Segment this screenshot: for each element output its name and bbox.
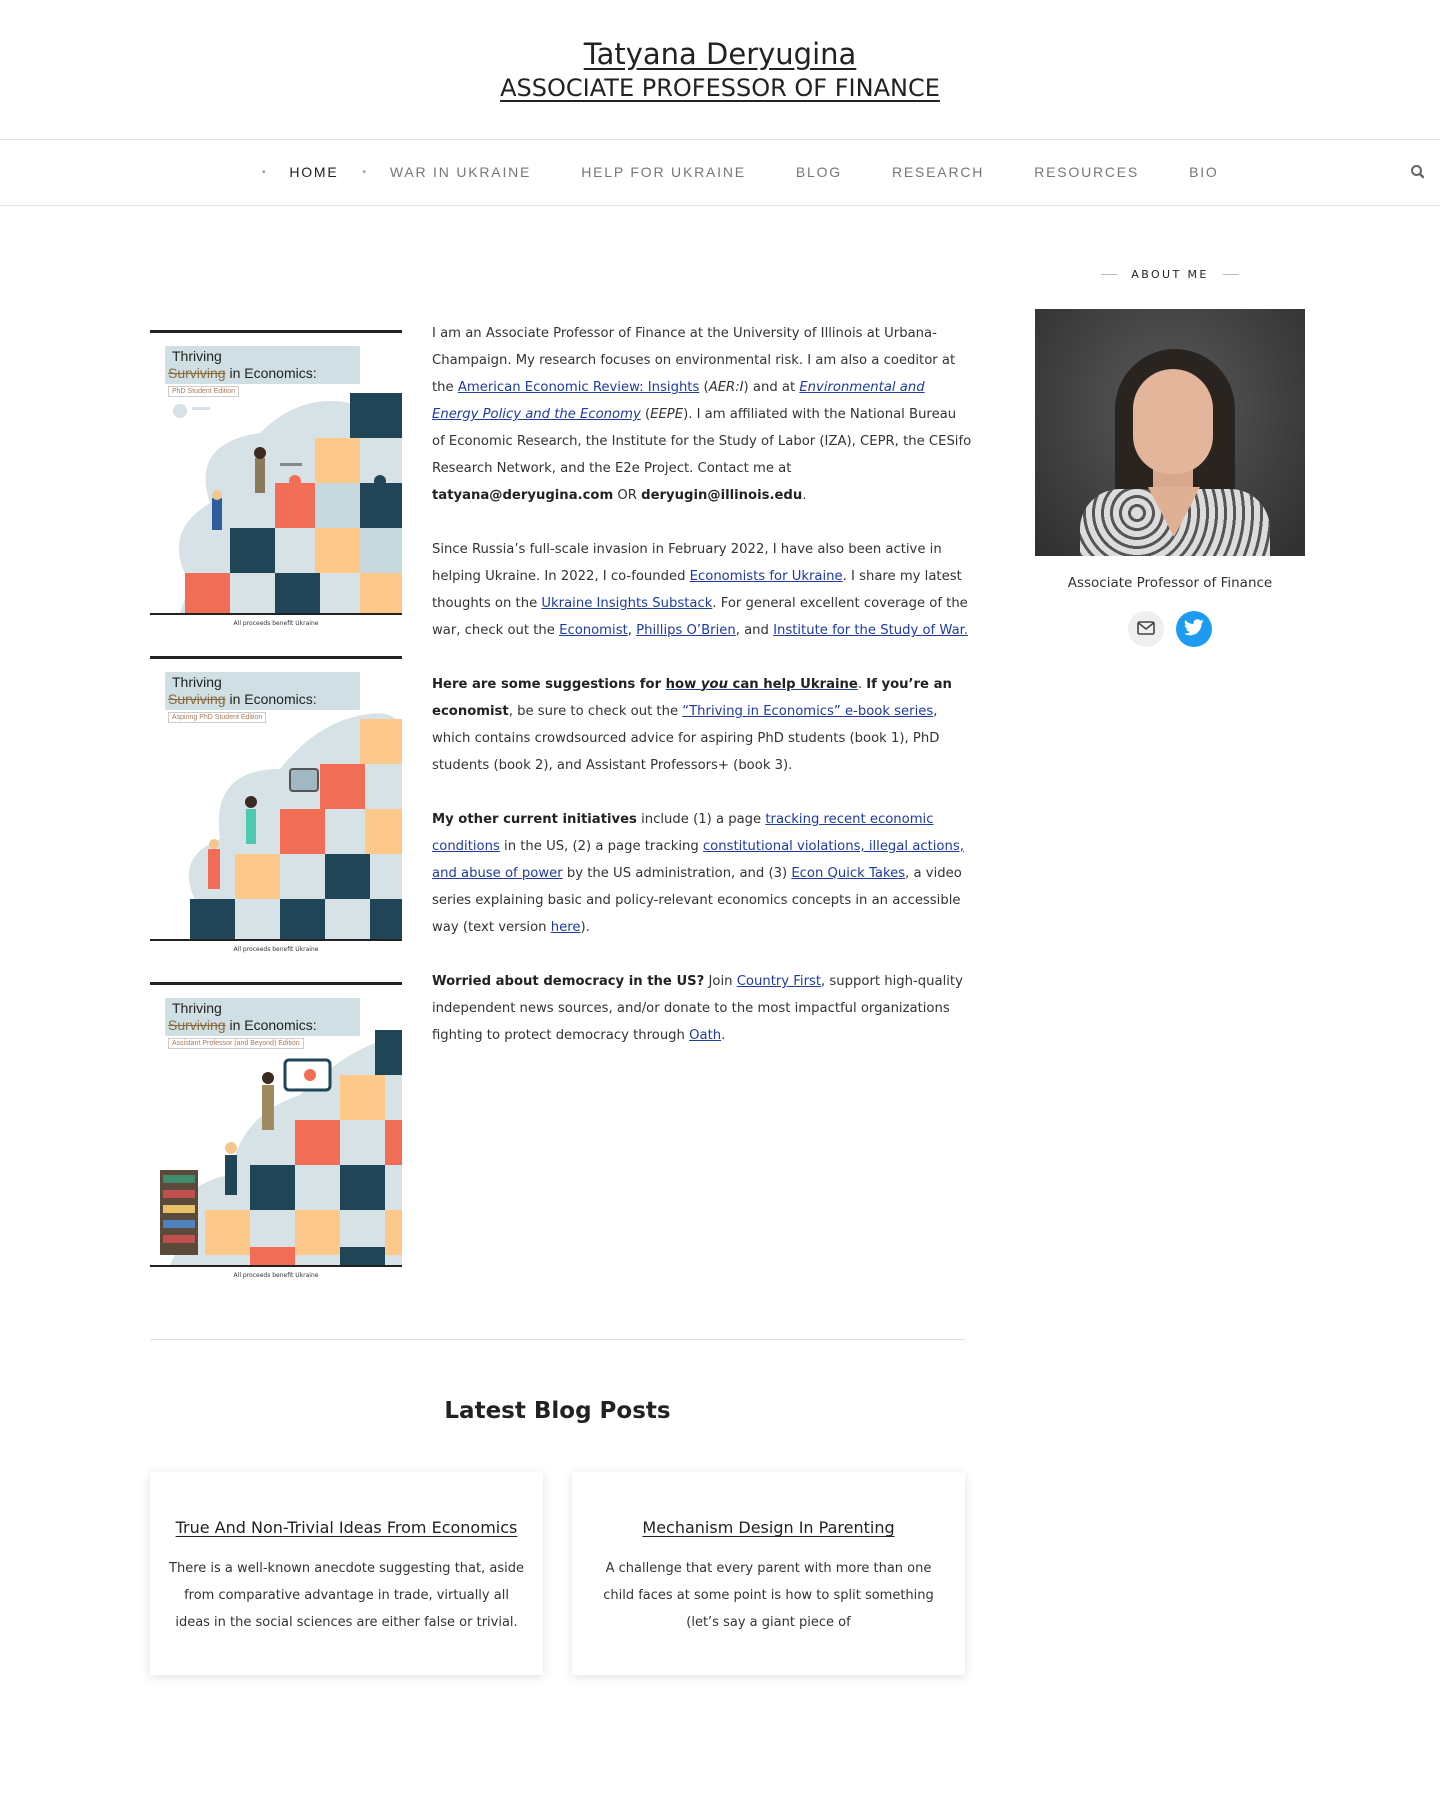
paragraph-democracy — [432, 968, 972, 1049]
link-constitutional-violations[interactable]: constitutional violations, illegal actions, and abuse of power — [432, 839, 964, 881]
cover-caption: All proceeds benefit Ukraine — [233, 1272, 319, 1279]
profile-caption: Associate Professor of Finance — [1067, 575, 1273, 591]
text: , a video series explaining basic and policy-relevant economics concepts in an accessible way (text version — [432, 866, 962, 935]
link-aer-insights[interactable]: American Economic Review: Insights — [457, 380, 700, 395]
site-tagline-text: ASSOCIATE PROFESSOR OF FINANCE — [500, 74, 940, 102]
email-secondary: deryugin@illinois.edu — [641, 488, 803, 503]
text: My other current initiatives — [432, 812, 637, 827]
text: by the US administration, and (3) — [562, 866, 792, 881]
link-isw[interactable]: Institute for the Study of War. — [773, 623, 969, 638]
link-eepe[interactable]: Environmental and Energy Policy and the Economy — [432, 380, 925, 422]
cover-subtitle: Surviving in Economics: — [168, 1017, 317, 1033]
text: Here are some suggestions for — [432, 677, 666, 692]
link-ukraine-insights-substack[interactable]: Ukraine Insights Substack — [541, 596, 713, 611]
link-economic-conditions[interactable]: tracking recent economic conditions — [432, 812, 934, 854]
cover-subtitle: Surviving in Economics: — [168, 691, 317, 707]
cover-caption: All proceeds benefit Ukraine — [233, 620, 319, 627]
site-tagline[interactable] — [0, 74, 1440, 102]
intro-text — [432, 320, 972, 1076]
nav-label: RESEARCH — [891, 164, 985, 180]
text: . — [857, 677, 867, 692]
nav-label: HOME — [289, 164, 339, 180]
ebook-cover-assistant-professor[interactable] — [150, 982, 402, 1282]
nav-label: BIO — [1189, 164, 1219, 180]
nav-bullet-icon: • — [362, 166, 368, 178]
text: . — [721, 1028, 726, 1043]
nav-label: HELP FOR UKRAINE — [581, 164, 746, 180]
link-how-you-can-help[interactable]: how you can help Ukraine — [665, 677, 858, 692]
link-country-first[interactable]: Country First — [736, 974, 822, 989]
nav-item-resources[interactable] — [1034, 164, 1139, 180]
nav-item-help-for-ukraine[interactable] — [581, 164, 746, 180]
ebook-cover-aspiring-phd[interactable] — [150, 656, 402, 956]
cover-rule — [150, 939, 402, 941]
cover-edition: Aspiring PhD Student Edition — [168, 712, 266, 723]
link-economist[interactable]: Economist — [559, 623, 628, 638]
nav-item-home[interactable] — [262, 164, 339, 180]
site-title-link[interactable]: Tatyana Deryugina — [583, 37, 857, 71]
cover-edition: PhD Student Edition — [168, 386, 239, 397]
paragraph-help-ukraine — [432, 671, 972, 779]
widget-title-text: ABOUT ME — [1131, 268, 1209, 281]
sidebar — [1034, 268, 1306, 647]
text: Worried about democracy in the US? — [432, 974, 705, 989]
blog-post-card[interactable] — [150, 1472, 543, 1675]
paragraph-ukraine — [432, 536, 972, 644]
text: I am an Associate Professor of Finance at the University of Illinois at Urbana-Champaign. My research focuses on environmental risk. I am also a coeditor at the — [432, 326, 956, 395]
cover-caption: All proceeds benefit Ukraine — [233, 946, 319, 953]
paragraph-bio — [432, 320, 972, 509]
text: ) and at — [743, 380, 800, 395]
link-text-version[interactable]: here — [550, 920, 581, 935]
cover-edition: Assistant Professor (and Beyond) Edition — [168, 1038, 304, 1049]
text: , and — [735, 623, 774, 638]
cover-title: Thriving — [172, 1000, 222, 1016]
nav-item-blog[interactable] — [796, 164, 842, 180]
search-icon[interactable] — [1408, 162, 1428, 182]
blog-post-excerpt: A challenge that every parent with more than one child faces at some point is how to split something (let’s say a giant piece of — [603, 1561, 934, 1630]
heading-rule — [1101, 274, 1117, 275]
nav-label: WAR IN UKRAINE — [389, 164, 532, 180]
text: ( — [640, 407, 651, 422]
blog-post-excerpt: There is a well-known anecdote suggesting that, aside from comparative advantage in trade, virtually all ideas in the social sciences are either false or trivial. — [169, 1561, 524, 1630]
site-header — [0, 0, 1440, 140]
text: Since Russia’s full-scale invasion in February 2022, I have also been active in helping Ukraine. In 2022, I co-founded — [432, 542, 942, 584]
mail-icon — [1137, 620, 1155, 639]
nav-bullet-icon: • — [262, 166, 268, 178]
link-economists-for-ukraine[interactable]: Economists for Ukraine — [689, 569, 843, 584]
email-button[interactable] — [1128, 611, 1164, 647]
text: AER:I — [708, 380, 744, 395]
twitter-button[interactable] — [1176, 611, 1212, 647]
text: EEPE — [650, 407, 684, 422]
nav-list — [262, 140, 1269, 204]
link-econ-quick-takes[interactable]: Econ Quick Takes — [791, 866, 906, 881]
text: include (1) a page — [636, 812, 766, 827]
twitter-icon — [1184, 619, 1204, 640]
link-oath[interactable]: Oath — [689, 1028, 722, 1043]
nav-label: BLOG — [795, 164, 842, 180]
nav-item-war-in-ukraine[interactable] — [363, 164, 532, 180]
text: If you’re an economist — [432, 677, 952, 719]
text: Join — [704, 974, 737, 989]
text: . I share my latest thoughts on the — [432, 569, 962, 611]
nav-label: RESOURCES — [1034, 164, 1140, 180]
text: , support high-quality independent news sources, and/or donate to the most impactful organizations fighting to protect democracy through — [432, 974, 963, 1043]
heading-rule — [1223, 274, 1239, 275]
text: ). — [580, 920, 590, 935]
text: , be sure to check out the — [508, 704, 683, 719]
ebook-cover-phd-student[interactable] — [150, 330, 402, 630]
cover-subtitle: Surviving in Economics: — [168, 365, 317, 381]
blog-post-title[interactable]: Mechanism Design In Parenting — [642, 1518, 895, 1537]
cover-rule — [150, 613, 402, 615]
latest-blog-posts-heading: Latest Blog Posts — [444, 1398, 671, 1424]
paragraph-initiatives — [432, 806, 972, 941]
social-links — [1034, 611, 1306, 647]
nav-item-research[interactable] — [892, 164, 984, 180]
link-phillips-obrien[interactable]: Phillips O’Brien — [636, 623, 736, 638]
text: in the US, (2) a page tracking — [499, 839, 703, 854]
text: ( — [699, 380, 709, 395]
text: . — [802, 488, 807, 503]
text: OR — [613, 488, 642, 503]
blog-post-title[interactable]: True And Non-Trivial Ideas From Economics — [175, 1518, 518, 1537]
cover-title: Thriving — [172, 674, 222, 690]
text: , — [627, 623, 637, 638]
text: , which contains crowdsourced advice for aspiring PhD students (book 1), PhD students (book 2), and Assistant Professors+ (book 3). — [432, 704, 940, 773]
email-primary: tatyana@deryugina.com — [432, 488, 614, 503]
link-thriving-ebook-series[interactable]: “Thriving in Economics” e-book series — [682, 704, 934, 719]
profile-photo — [1035, 309, 1305, 556]
ebook-covers — [150, 330, 402, 1308]
text: ). I am affiliated with the National Bureau of Economic Research, the Institute for the Study of Labor (IZA), CEPR, the CESifo Research Network, and the E2e Project. Contact me at — [432, 407, 972, 476]
nav-item-bio[interactable] — [1189, 164, 1219, 180]
cover-title: Thriving — [172, 348, 222, 364]
blog-post-card[interactable] — [572, 1472, 965, 1675]
text: . For general excellent coverage of the war, check out the — [432, 596, 968, 638]
cover-rule — [150, 1265, 402, 1267]
section-divider — [150, 1339, 965, 1340]
main-navigation — [0, 140, 1440, 206]
about-me-heading — [1034, 268, 1306, 281]
